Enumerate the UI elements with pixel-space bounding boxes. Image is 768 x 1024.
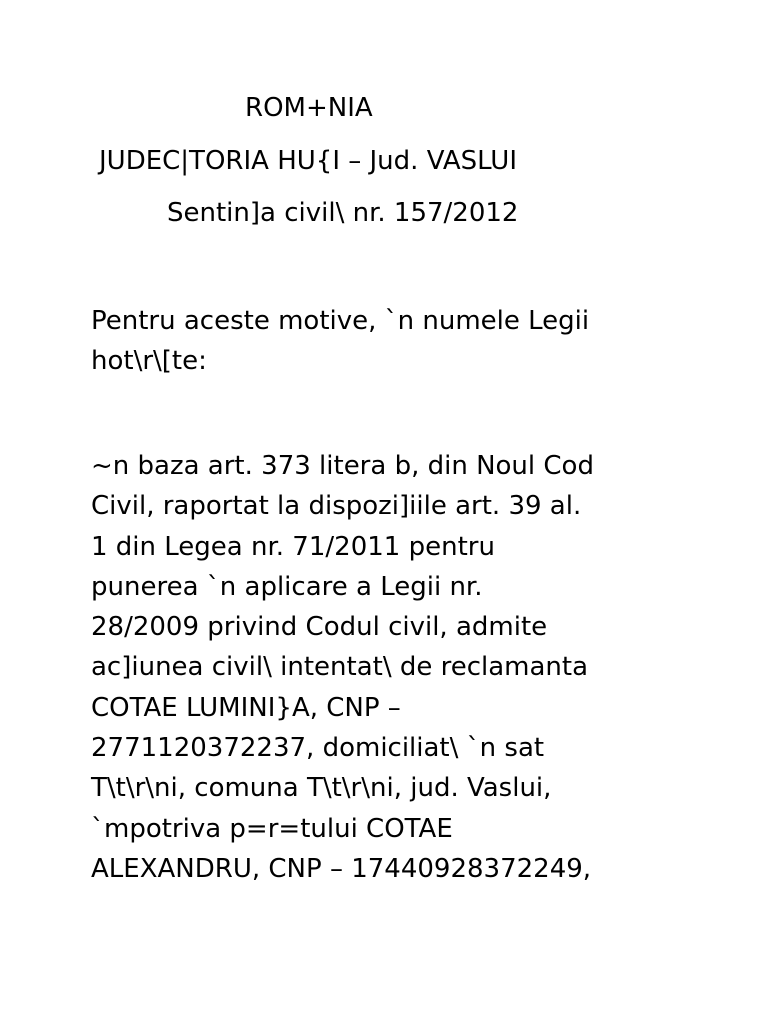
- ruling-paragraph: [91, 446, 691, 889]
- paragraph-line: 1 din Legea nr. 71/2011 pentru: [91, 531, 495, 562]
- sentence-heading: Sentin]a civil\ nr. 157/2012: [167, 198, 519, 228]
- paragraph-line: ALEXANDRU, CNP – 17440928372249,: [91, 853, 592, 884]
- paragraph-line: Civil, raportat la dispozi]iile art. 39 al.: [91, 491, 582, 522]
- paragraph-line: 2771120372237, domiciliat\ `n sat: [91, 733, 545, 764]
- paragraph-line: 28/2009 privind Codul civil, admite: [91, 612, 548, 643]
- court-heading: JUDEC|TORIA HU{I – Jud. VASLUI: [99, 146, 517, 176]
- paragraph-line: `mpotriva p=r=tului COTAE: [91, 813, 453, 844]
- paragraph-line: ac]iunea civil\ intentat\ de reclamanta: [91, 652, 589, 683]
- paragraph-line: ~n baza art. 373 litera b, din Noul Cod: [91, 451, 594, 481]
- paragraph-line: Pentru aceste motive, `n numele Legii: [91, 306, 590, 336]
- country-heading: ROM+NIA: [245, 93, 373, 123]
- paragraph-line: hot\r\[te:: [91, 346, 207, 377]
- intro-paragraph: [91, 301, 691, 382]
- paragraph-line: COTAE LUMINI}A, CNP –: [91, 692, 401, 723]
- paragraph-line: punerea `n aplicare a Legii nr.: [91, 571, 483, 602]
- paragraph-line: T\t\r\ni, comuna T\t\r\ni, jud. Vaslui,: [91, 773, 552, 804]
